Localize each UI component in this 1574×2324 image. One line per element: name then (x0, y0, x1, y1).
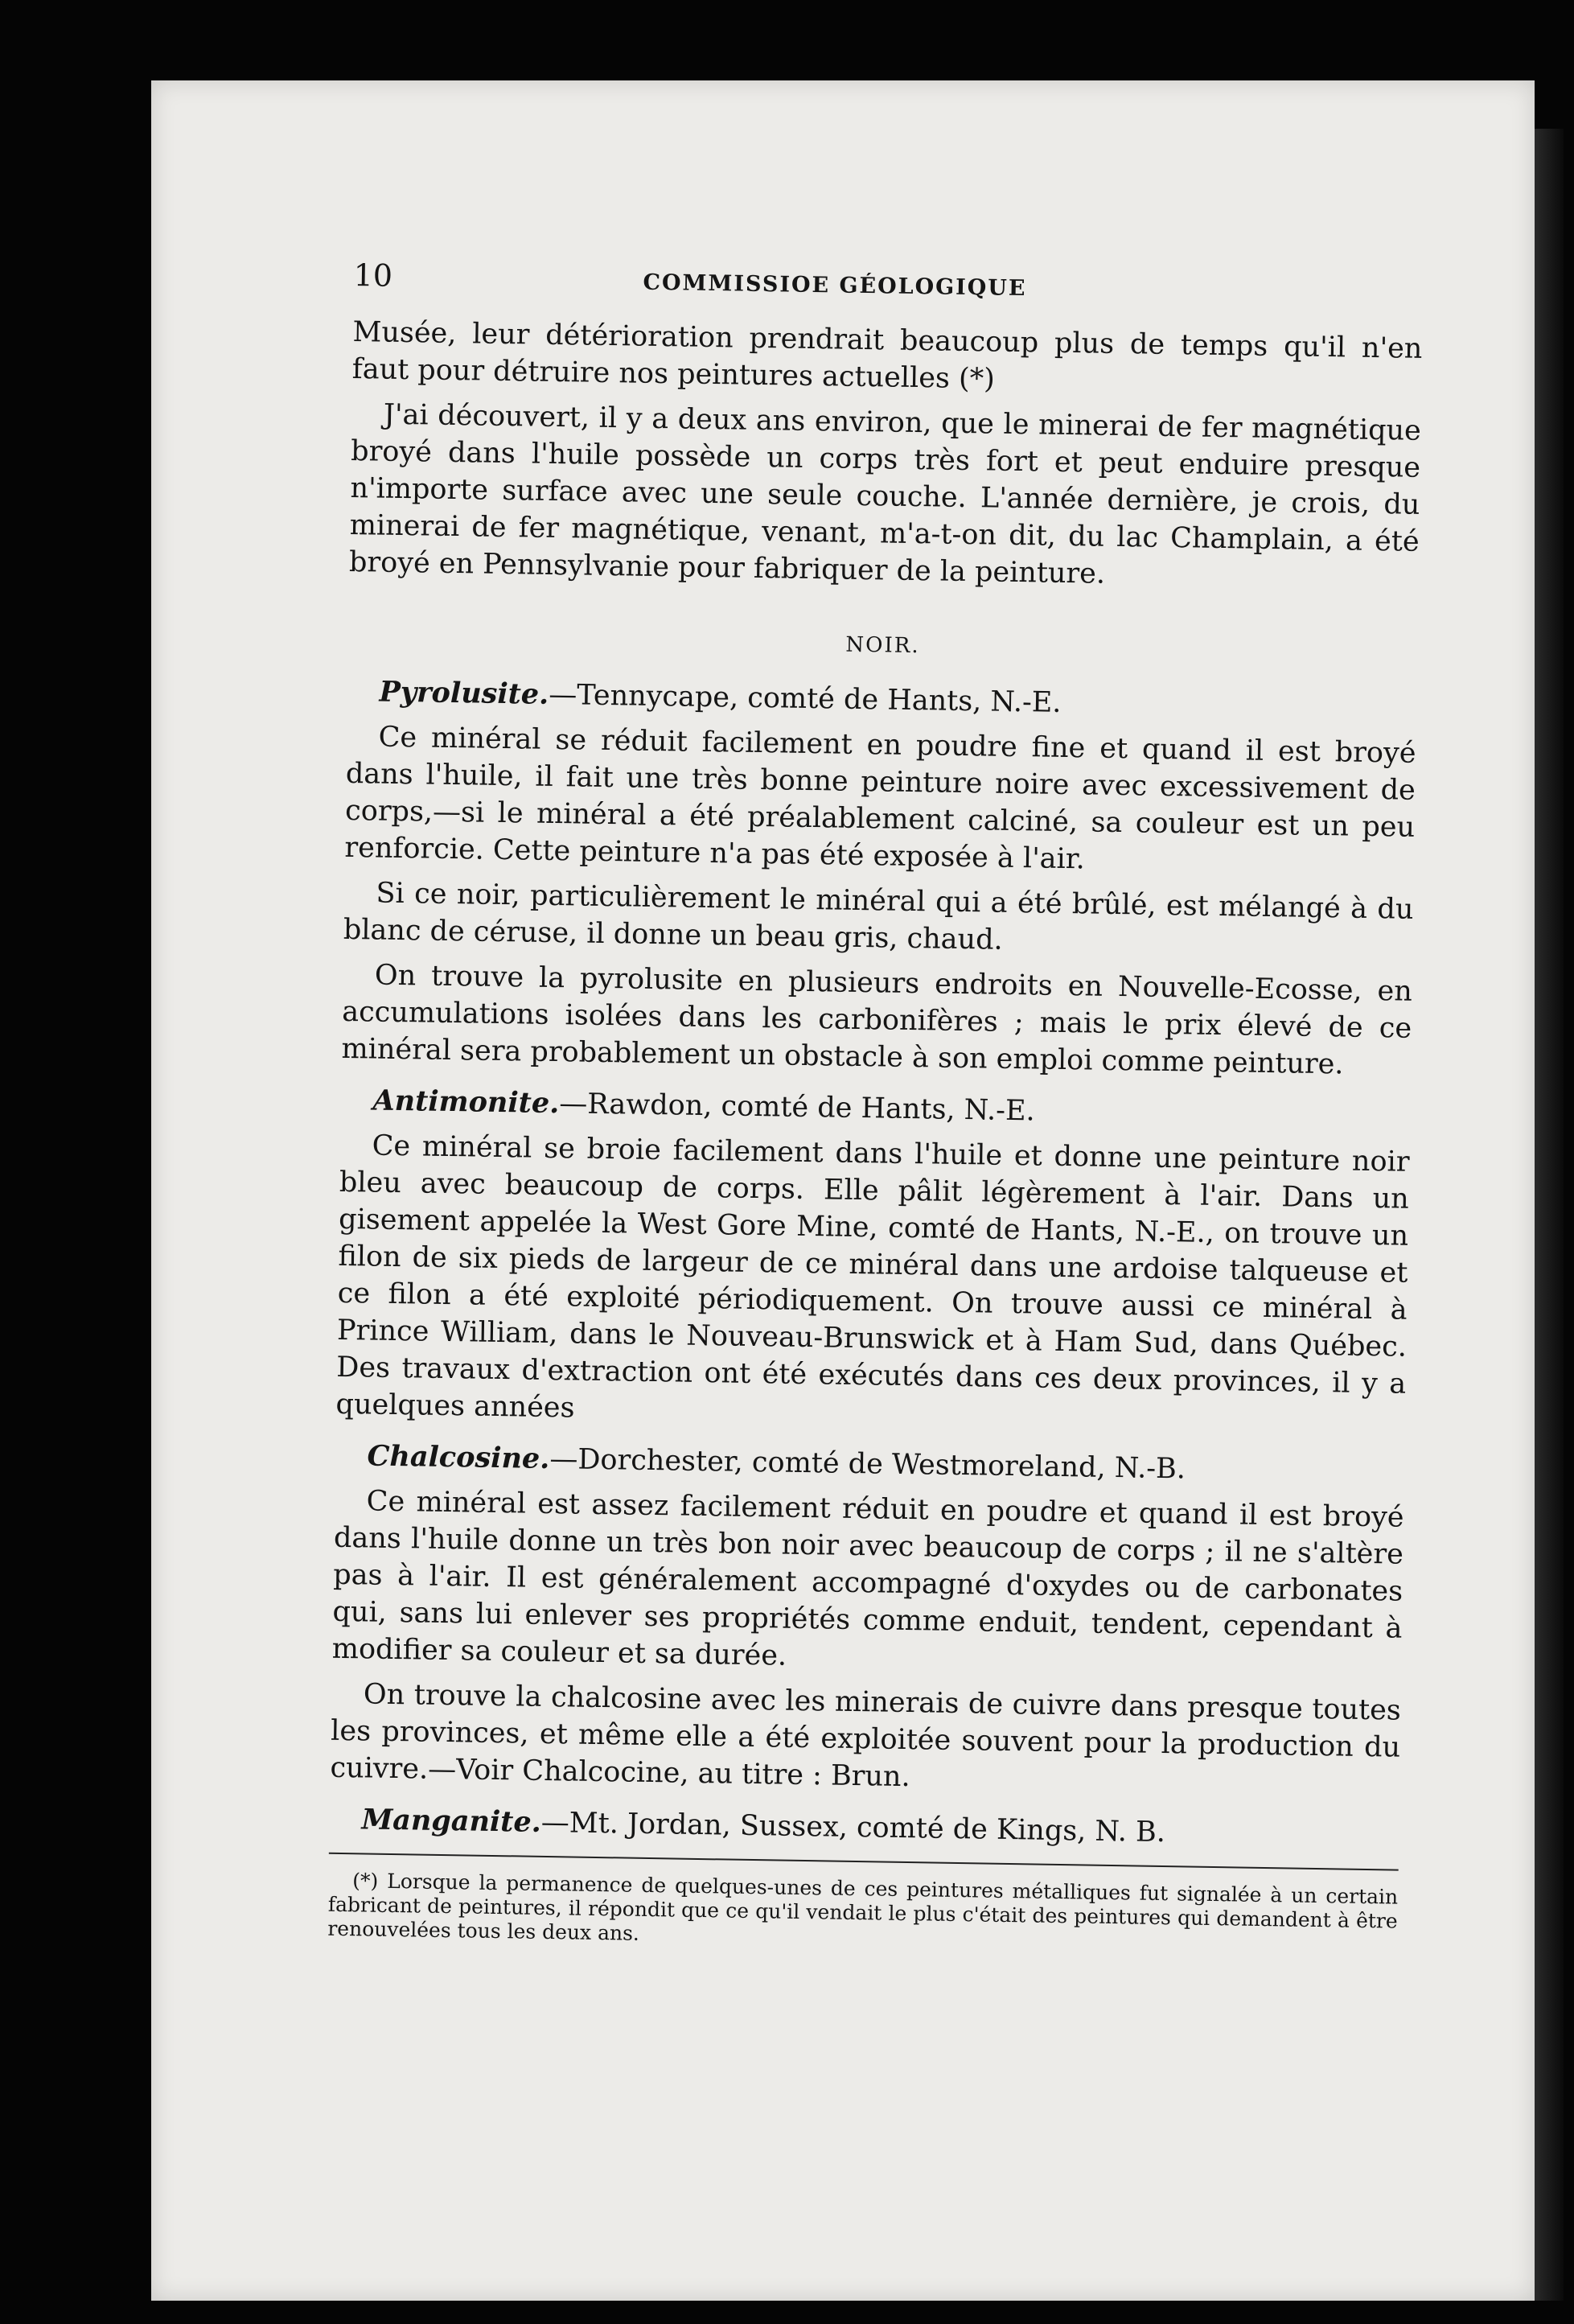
paragraph-pyrolusite-2: Si ce noir, particulièrement le minéral qui a été brûlé, est mélangé à du blanc de céruse, il donne un beau gris, chaud. (343, 877, 1414, 956)
page-number: 10 (353, 257, 393, 294)
paragraph-antimonite-1: Ce minéral se broie facilement dans l'huile et donne une peinture noir bleu avec beaucoup de corps. Elle pâlit légèrement à l'air. Dans un gisement appelée la West Gore Mine, comté de Hants, N.-E., on trouve un filon de six pieds de largeur de ce minéral dans une ardoise talqueuse et ce filon a été exploité périodiquement. On trouve aussi ce minéral à Prince William, dans le Nouveau-Brunswick et à Ham Sud, dans Québec. Des travaux d'extraction ont été exécutés dans ces deux provinces, il y a quelques années (335, 1129, 1410, 1425)
entry-name-pyrolusite: Pyrolusite. (379, 675, 549, 711)
paragraph-pyrolusite-1: Ce minéral se réduit facilement en poudre fine et quand il est broyé dans l'huile, il fait une très bonne peinture noire avec excessivement de corps,—si le minéral a été préalablement calciné, sa couleur est un peu renforcie. Cette peinture n'a pas été exposée à l'air. (344, 721, 1416, 876)
running-head: COMMISSIOE GÉOLOGIQUE (643, 269, 1027, 302)
paragraph-pyrolusite-3: On trouve la pyrolusite en plusieurs endroits en Nouvelle-Ecosse, en accumulations isolées dans les carbonifères ; mais le prix élevé de ce minéral sera probablement un obstacle à son emploi comme peinture. (341, 959, 1413, 1081)
entry-location-manganite: —Mt. Jordan, Sussex, comté de Kings, N. B. (540, 1806, 1166, 1849)
entry-location-antimonite: —Rawdon, comté de Hants, N.-E. (559, 1088, 1036, 1128)
entry-heading-chalcosine (367, 1438, 1405, 1491)
entry-location-chalcosine: —Dorchester, comté de Westmoreland, N.-B. (549, 1443, 1186, 1486)
paragraph-chalcosine-1: Ce minéral est assez facilement réduit en poudre et quand il est broyé dans l'huile donne un très bon noir avec beaucoup de corps ; il ne s'altère pas à l'air. Il est généralement accompagné d'oxydes ou de carbonates qui, sans lui enlever ses propriétés comme enduit, tendent, cependant à modifier sa couleur et sa durée. (331, 1485, 1404, 1672)
entry-location-pyrolusite: —Tennycape, comté de Hants, N.-E. (548, 678, 1062, 719)
entry-name-manganite: Manganite. (361, 1803, 542, 1839)
paragraph-magnetite: J'ai découvert, il y a deux ans environ, que le minerai de fer magnétique broyé dans l'huile possède un corps très fort et peut enduire presque n'importe surface avec une seule couche. L'année dernière, je crois, du minerai de fer magnétique, venant, m'a-t-on dit, du lac Champlain, a été broyé en Pennsylvanie pour fabriquer de la peinture. (348, 398, 1422, 590)
page-edge (1535, 129, 1564, 2301)
section-title-noir: NOIR. (845, 632, 920, 659)
entry-name-antimonite: Antimonite. (372, 1084, 560, 1121)
page-content (327, 257, 1424, 1958)
paragraph-continuation: Musée, leur détérioration prendrait beaucoup plus de temps qu'il n'en faut pour détruire nos peintures actuelles (*) (351, 315, 1423, 396)
entry-name-chalcosine: Chalcosine. (367, 1439, 550, 1476)
paragraph-chalcosine-2: On trouve la chalcosine avec les minerais de cuivre dans presque toutes les provinces, et même elle a été exploitée souvent pour la production du cuivre.—Voir Chalcocine, au titre : Brun. (330, 1678, 1402, 1794)
entry-heading-manganite (361, 1801, 1399, 1854)
footnote: (*) Lorsque la permanence de quelques-unes de ces peintures métalliques fut signalée à un certain fabricant de peintures, il répondit que ce qu'il vendait le plus c'était des peintures qui demandent à être renouvelées tous les deux ans. (327, 1869, 1399, 1945)
entry-heading-pyrolusite (379, 674, 1417, 727)
footnote-rule (329, 1853, 1399, 1871)
entry-heading-antimonite (372, 1083, 1411, 1136)
